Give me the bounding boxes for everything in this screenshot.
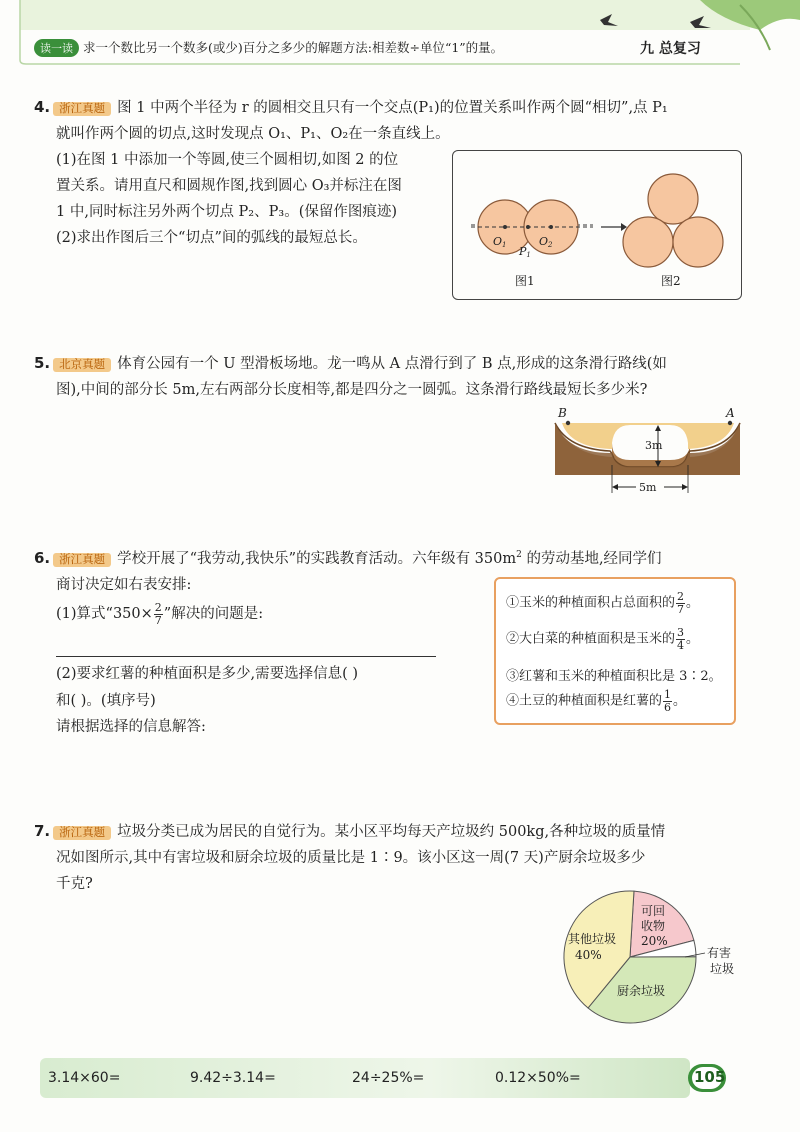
part-text: (1)算式“350× xyxy=(56,606,153,623)
question-text: 体育公园有一个 U 型滑板场地。龙一鸣从 A 点滑行到了 B 点,形成的这条滑行路线(如 xyxy=(117,356,667,372)
fig1-label: 图1 xyxy=(515,274,535,288)
q6-part1 xyxy=(56,602,263,626)
q4-line-6: (2)求出作图后三个“切点”间的弧线的最短总长。 xyxy=(56,230,367,246)
q6-line-2: 商讨决定如右表安排: xyxy=(56,577,192,593)
calc-item: 0.12×50%= xyxy=(495,1070,581,1086)
fig2-label: 图2 xyxy=(661,274,681,288)
info-item-4: ④土豆的种植面积是红薯的 $\frac{1}{6}$ 。 xyxy=(506,688,687,714)
source-tag: 浙江真题 xyxy=(53,553,111,567)
info-item-3: ③红薯和玉米的种植面积比是 3∶2。 xyxy=(506,669,722,684)
q4-line-1 xyxy=(34,100,668,116)
tangent-circles-figure xyxy=(453,151,743,301)
svg-text:O2: O2 xyxy=(539,235,553,249)
calc-item: 24÷25%= xyxy=(352,1070,425,1086)
q6-line-1 xyxy=(34,551,662,567)
q6-part2-cont: 和( )。(填序号) xyxy=(56,693,156,709)
source-tag: 浙江真题 xyxy=(53,102,111,116)
page-number-badge xyxy=(688,1064,726,1092)
label-recycle-2: 收物 xyxy=(641,919,666,933)
info-table xyxy=(494,577,736,725)
q7-line-3: 千克? xyxy=(56,876,93,892)
q4-line-4: 置关系。请用直尺和圆规作图,找到圆心 O₃并标注在图 xyxy=(56,178,402,194)
part-text: ”解决的问题是: xyxy=(163,606,264,623)
question-number: 5. xyxy=(34,354,51,372)
q4-line-3: (1)在图 1 中添加一个等圆,使三个圆相切,如图 2 的位 xyxy=(56,152,399,168)
question-number: 6. xyxy=(34,549,51,567)
page-number: 105 xyxy=(694,1068,726,1086)
label-harmful-1: 有害 xyxy=(707,946,732,960)
question-text: 学校开展了“我劳动,我快乐”的实践教育活动。六年级有 350m xyxy=(117,551,517,567)
question-text: 的劳动基地,经同学们 xyxy=(521,551,662,567)
info-item-2: ②大白菜的种植面积是玉米的 $\frac{3}{4}$ 。 xyxy=(506,626,700,652)
label-recycle-pct: 20% xyxy=(641,934,668,948)
source-tag: 北京真题 xyxy=(53,358,111,372)
label-recycle-1: 可回 xyxy=(641,904,666,918)
q4-line-5: 1 中,同时标注另外两个切点 P₂、P₃。(保留作图痕迹) xyxy=(56,204,398,220)
page-header xyxy=(0,0,800,70)
question-number: 4. xyxy=(34,98,51,116)
q6-part2: (2)要求红薯的种植面积是多少,需要选择信息( ) xyxy=(56,666,359,682)
width-label: 5m xyxy=(639,481,657,494)
header-decoration xyxy=(0,0,800,70)
point-a-label: A xyxy=(726,406,735,420)
svg-text:O1: O1 xyxy=(493,235,507,249)
label-kitchen: 厨余垃圾 xyxy=(617,984,666,998)
circle-top xyxy=(648,174,698,224)
superscript: 2 xyxy=(516,550,522,561)
tip-text: 求一个数比另一个数多(或少)百分之多少的解题方法:相差数÷单位“1”的量。 xyxy=(83,40,504,55)
label-other: 其他垃圾 xyxy=(568,932,617,946)
q7-line-1 xyxy=(34,824,665,840)
q5-line-2: 图),中间的部分长 5m,左右两部分长度相等,都是四分之一圆弧。这条滑行路线最短长多少米? xyxy=(56,382,648,398)
label-harmful-2: 垃圾 xyxy=(710,962,735,976)
q5-line-1 xyxy=(34,356,667,372)
u-ramp-figure xyxy=(550,405,745,495)
info-item-1: ①玉米的种植面积占总面积的 $\frac{2}{7}$ 。 xyxy=(506,590,700,616)
reading-tip xyxy=(34,38,503,57)
question-text: 图 1 中两个半径为 r 的圆相交且只有一个交点(P₁)的位置关系叫作两个圆“相切”,点 P₁ xyxy=(117,100,668,116)
question-number: 7. xyxy=(34,822,51,840)
calc-item: 9.42÷3.14= xyxy=(190,1070,276,1086)
circle-left xyxy=(623,217,673,267)
label-other-pct: 40% xyxy=(575,948,602,962)
garbage-pie-chart xyxy=(555,885,750,1030)
fraction: $\frac{2}{7}$ xyxy=(154,601,162,627)
height-label: 3m xyxy=(645,439,663,452)
point-b-label: B xyxy=(558,406,567,420)
q4-figure-box xyxy=(452,150,742,300)
q6-instruction: 请根据选择的信息解答: xyxy=(56,719,206,735)
chapter-title: 九 总复习 xyxy=(640,41,701,57)
calc-item: 3.14×60= xyxy=(48,1070,121,1086)
source-tag: 浙江真题 xyxy=(53,826,111,840)
svg-text:P1: P1 xyxy=(519,245,531,259)
mental-math-bar xyxy=(40,1058,690,1098)
tip-badge: 读一读 xyxy=(34,39,79,57)
circle-right xyxy=(673,217,723,267)
q7-line-2: 况如图所示,其中有害垃圾和厨余垃圾的质量比是 1∶9。该小区这一周(7 天)产厨余垃圾多少 xyxy=(56,850,646,866)
answer-line[interactable] xyxy=(56,656,436,657)
q4-line-2: 就叫作两个圆的切点,这时发现点 O₁、P₁、O₂在一条直线上。 xyxy=(56,126,450,142)
question-text: 垃圾分类已成为居民的自觉行为。某小区平均每天产垃圾约 500kg,各种垃圾的质量情 xyxy=(117,824,666,840)
